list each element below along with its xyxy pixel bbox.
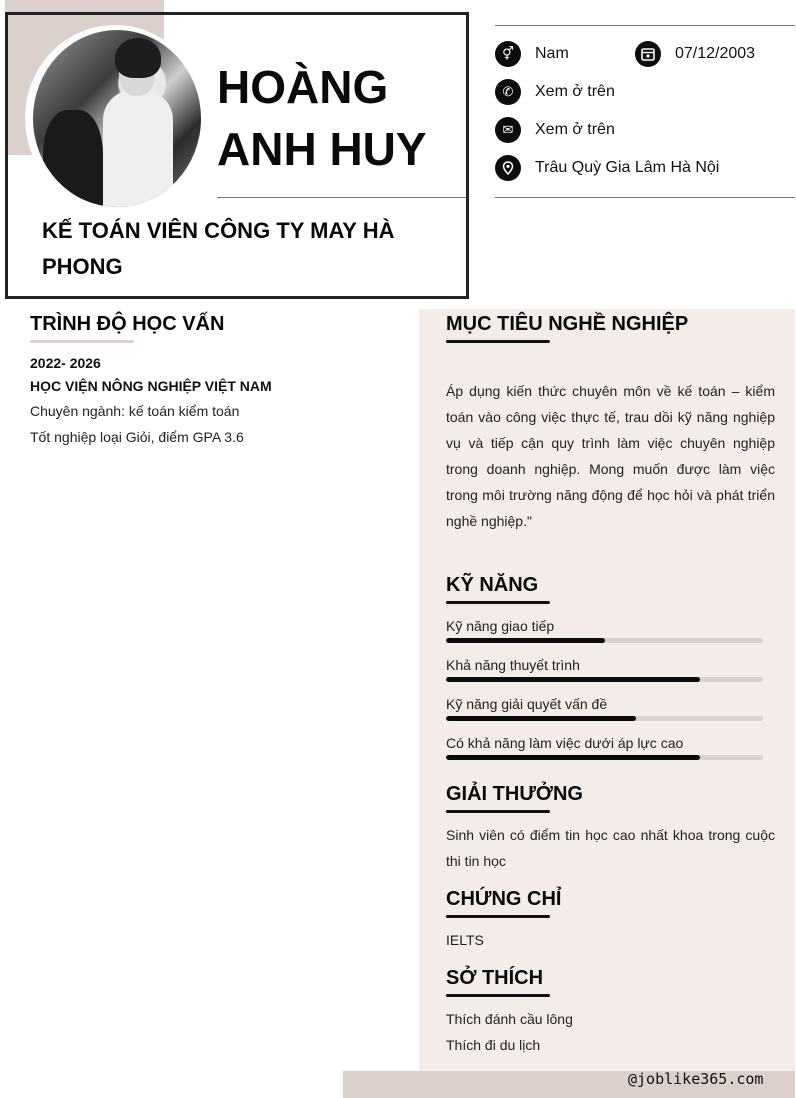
mail-icon: ✉	[495, 117, 521, 143]
contact-gender	[495, 40, 569, 68]
skill-label: Có khả năng làm việc dưới áp lực cao	[446, 735, 684, 751]
contact-email	[495, 116, 615, 144]
certificates-title: CHỨNG CHỈ	[446, 888, 562, 910]
name-divider	[217, 197, 466, 198]
phone-icon: ✆	[495, 79, 521, 105]
awards-title: GIẢI THƯỞNG	[446, 783, 583, 805]
photo-hair	[115, 38, 161, 78]
contact-phone	[495, 78, 615, 106]
contact-address	[495, 154, 719, 182]
job-title: KẾ TOÁN VIÊN CÔNG TY MAY HÀ PHONG	[42, 218, 395, 279]
skills-title: KỸ NĂNG	[446, 574, 539, 596]
name-line-1: HOÀNG	[217, 61, 389, 113]
skill-bar	[446, 755, 763, 760]
skill-bar-fill	[446, 716, 636, 721]
education-underline	[30, 340, 134, 343]
skills-underline	[446, 601, 550, 604]
address-value: Trâu Quỳ Gia Lâm Hà Nội	[535, 159, 720, 176]
education-graduation: Tốt nghiệp loại Giỏi, điểm GPA 3.6	[30, 429, 244, 445]
skill-bar	[446, 638, 763, 643]
name-line-2: ANH HUY	[217, 123, 427, 175]
skill-label: Kỹ năng giải quyết vấn đề	[446, 696, 608, 712]
education-years: 2022- 2026	[30, 355, 101, 371]
location-icon	[495, 155, 521, 181]
hobby-item: Thích đánh cầu lông	[446, 1011, 573, 1027]
education-title: TRÌNH ĐỘ HỌC VẤN	[30, 313, 225, 335]
skill-bar-fill	[446, 755, 700, 760]
candidate-name	[217, 56, 462, 180]
awards-text: Sinh viên có điểm tin học cao nhất khoa trong cuộc thi tin học	[446, 827, 775, 869]
gender-value: Nam	[535, 45, 569, 62]
skill-label: Kỹ năng giao tiếp	[446, 618, 555, 634]
gender-icon: ⚥	[495, 41, 521, 67]
photo-body	[103, 90, 173, 207]
calendar-glyph	[641, 47, 655, 61]
objective-title: MỤC TIÊU NGHỀ NGHIỆP	[446, 313, 689, 335]
phone-value[interactable]: Xem ở trên	[535, 83, 615, 100]
calendar-icon	[635, 41, 661, 67]
skill-bar-fill	[446, 638, 605, 643]
footer-website-link[interactable]: @joblike365.com	[628, 1070, 764, 1088]
objective-underline	[446, 340, 550, 343]
birthday-value: 07/12/2003	[675, 45, 756, 62]
contact-divider-bottom	[495, 197, 795, 198]
hobby-item: Thích đi du lịch	[446, 1037, 541, 1053]
certificates-underline	[446, 915, 550, 918]
education-school: HỌC VIỆN NÔNG NGHIỆP VIỆT NAM	[30, 378, 272, 394]
avatar	[33, 30, 201, 207]
objective-text: Áp dụng kiến thức chuyên môn về kế toán – kiểm toán vào công việc thực tế, trau dồi kỹ năng nghiệp vụ và tiếp cận quy trình làm việc chuyên nghiệp trong doanh nghiệp. Mong muốn được làm việc trong môi trường năng động để học hỏi và phát triển nghề nghiệp."	[446, 383, 775, 529]
awards-underline	[446, 810, 550, 813]
skill-bar	[446, 716, 763, 721]
hobbies-title: SỞ THÍCH	[446, 967, 544, 989]
email-value[interactable]: Xem ở trên	[535, 121, 615, 138]
location-glyph	[502, 161, 514, 175]
skill-label: Khả năng thuyết trình	[446, 657, 580, 673]
contact-divider-top	[495, 25, 795, 26]
certificates-text: IELTS	[446, 932, 484, 948]
photo-background-figure	[43, 110, 103, 207]
education-major: Chuyên ngành: kế toán kiểm toán	[30, 403, 240, 419]
skill-bar-fill	[446, 677, 700, 682]
hobbies-underline	[446, 994, 550, 997]
contact-birthday	[635, 40, 755, 68]
skill-bar	[446, 677, 763, 682]
